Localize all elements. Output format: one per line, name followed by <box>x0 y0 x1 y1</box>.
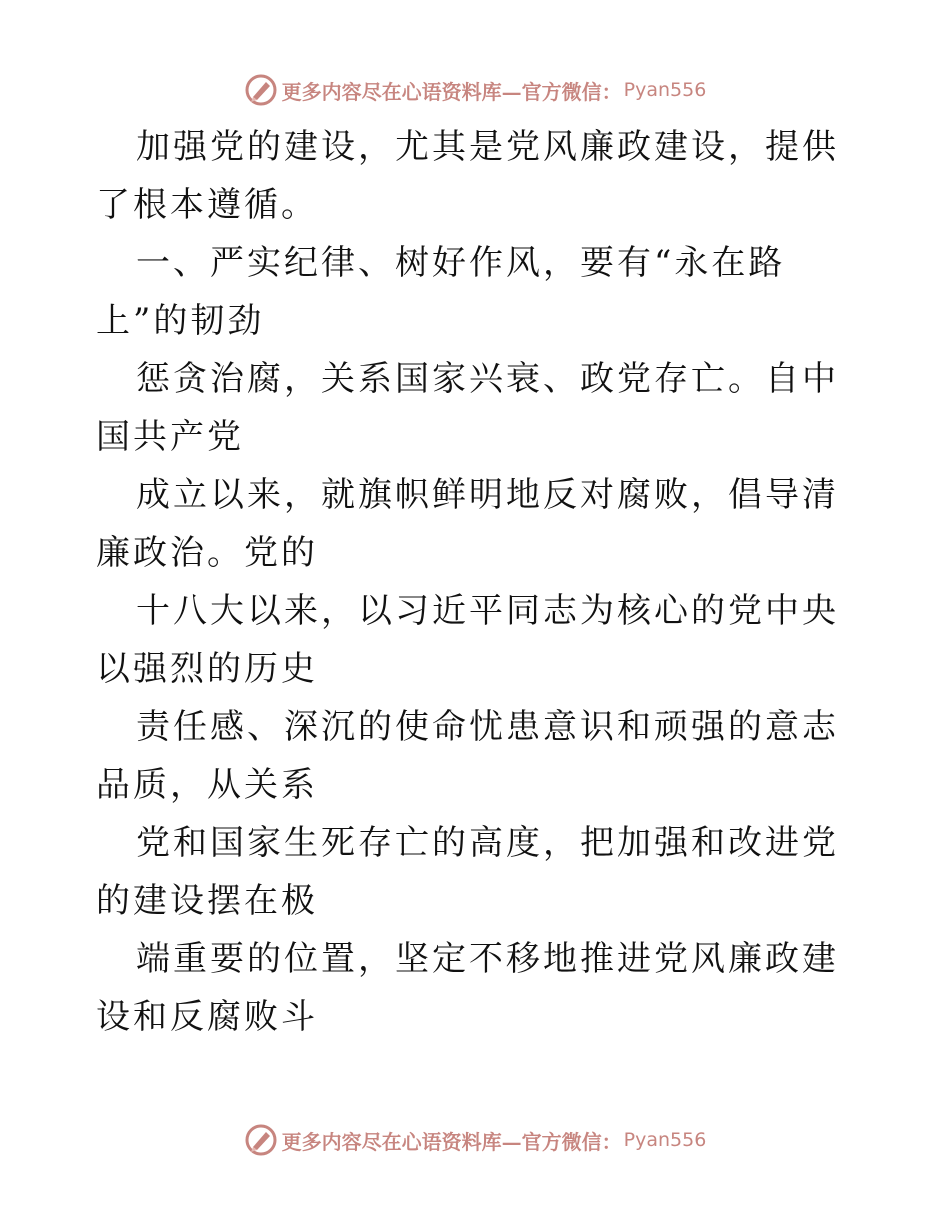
paragraph: 端重要的位置，坚定不移地推进党风廉政建设和反腐败斗 <box>96 939 839 1037</box>
paragraph: 加强党的建设，尤其是党风廉政建设，提供了根本遵循。 <box>96 127 839 225</box>
paragraph: 成立以来，就旗帜鲜明地反对腐败，倡导清廉政治。党的 <box>96 475 839 573</box>
document-body <box>96 118 856 1046</box>
banner-text: 更多内容尽在心语资料库—官方微信： <box>281 79 622 104</box>
footer-banner <box>0 1120 950 1160</box>
pen-logo-icon <box>244 73 278 107</box>
paragraph: 一、严实纪律、树好作风，要有“永在路上”的韧劲 <box>96 243 786 341</box>
paragraph: 十八大以来，以习近平同志为核心的党中央以强烈的历史 <box>96 591 839 689</box>
pen-logo-icon <box>244 1123 278 1157</box>
banner-text: 更多内容尽在心语资料库—官方微信： <box>281 1129 622 1154</box>
paragraph: 党和国家生死存亡的高度，把加强和改进党的建设摆在极 <box>96 823 839 921</box>
banner-contact: Pyan556 <box>623 1129 707 1151</box>
paragraph: 责任感、深沉的使命忧患意识和顽强的意志品质，从关系 <box>96 707 839 805</box>
paragraph: 惩贪治腐，关系国家兴衰、政党存亡。自中国共产党 <box>96 359 839 457</box>
header-banner <box>0 70 950 110</box>
banner-contact: Pyan556 <box>623 79 707 101</box>
